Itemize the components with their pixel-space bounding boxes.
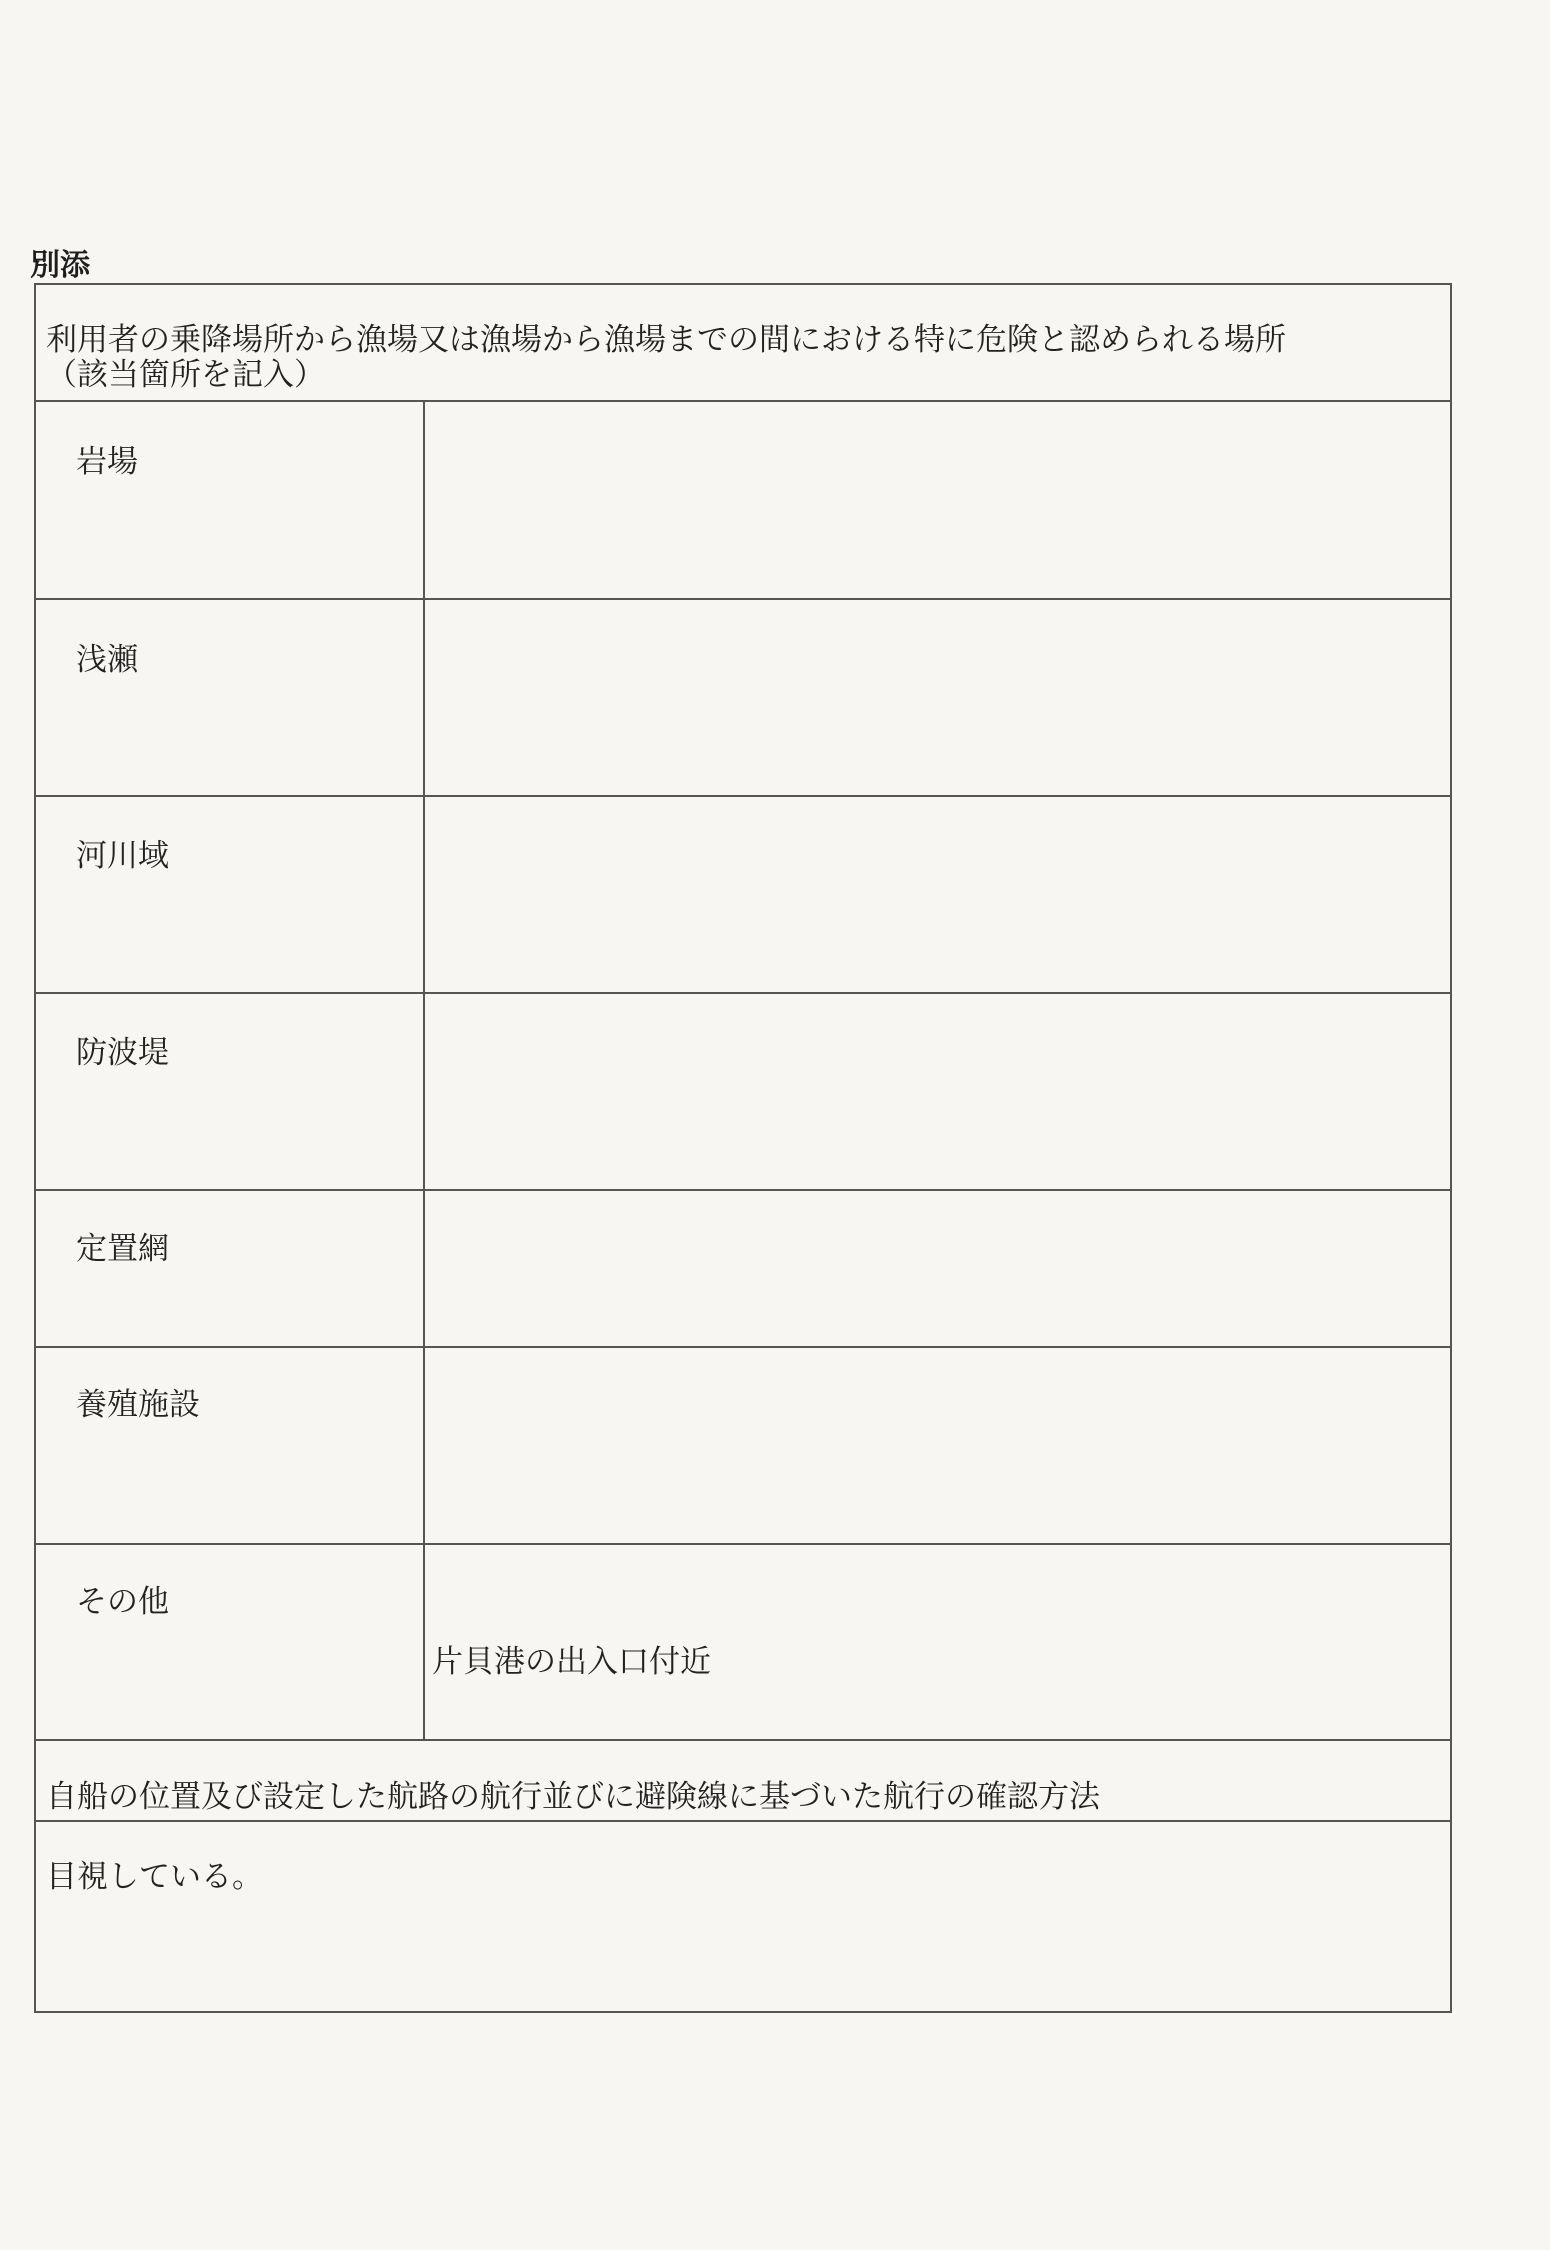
divider bbox=[36, 1739, 1450, 1741]
row-label-breakwater: 防波堤 bbox=[76, 1035, 169, 1071]
attachment-label: 別添 bbox=[30, 248, 90, 283]
divider bbox=[36, 1543, 1450, 1545]
divider bbox=[36, 1820, 1450, 1822]
divider bbox=[36, 992, 1450, 994]
section1-subtitle: （該当箇所を記入） bbox=[46, 357, 325, 393]
row-label-aquaculture: 養殖施設 bbox=[76, 1387, 200, 1423]
divider bbox=[36, 400, 1450, 402]
divider bbox=[36, 598, 1450, 600]
row-label-set-net: 定置網 bbox=[76, 1231, 169, 1267]
section2-title: 自船の位置及び設定した航路の航行並びに避険線に基づいた航行の確認方法 bbox=[46, 1779, 1100, 1815]
row-label-shoals: 浅瀬 bbox=[76, 642, 138, 678]
danger-locations-form bbox=[34, 283, 1452, 2013]
divider bbox=[36, 1346, 1450, 1348]
row-label-other: その他 bbox=[76, 1584, 169, 1620]
column-divider bbox=[423, 400, 425, 1739]
row-label-river-area: 河川域 bbox=[76, 838, 169, 874]
divider bbox=[36, 1189, 1450, 1191]
row-value-other: 片貝港の出入口付近 bbox=[432, 1644, 711, 1680]
divider bbox=[36, 795, 1450, 797]
section2-answer: 目視している。 bbox=[46, 1859, 263, 1895]
section1-title: 利用者の乗降場所から漁場又は漁場から漁場までの間における特に危険と認められる場所 bbox=[46, 322, 1286, 358]
row-label-rocks: 岩場 bbox=[76, 444, 138, 480]
